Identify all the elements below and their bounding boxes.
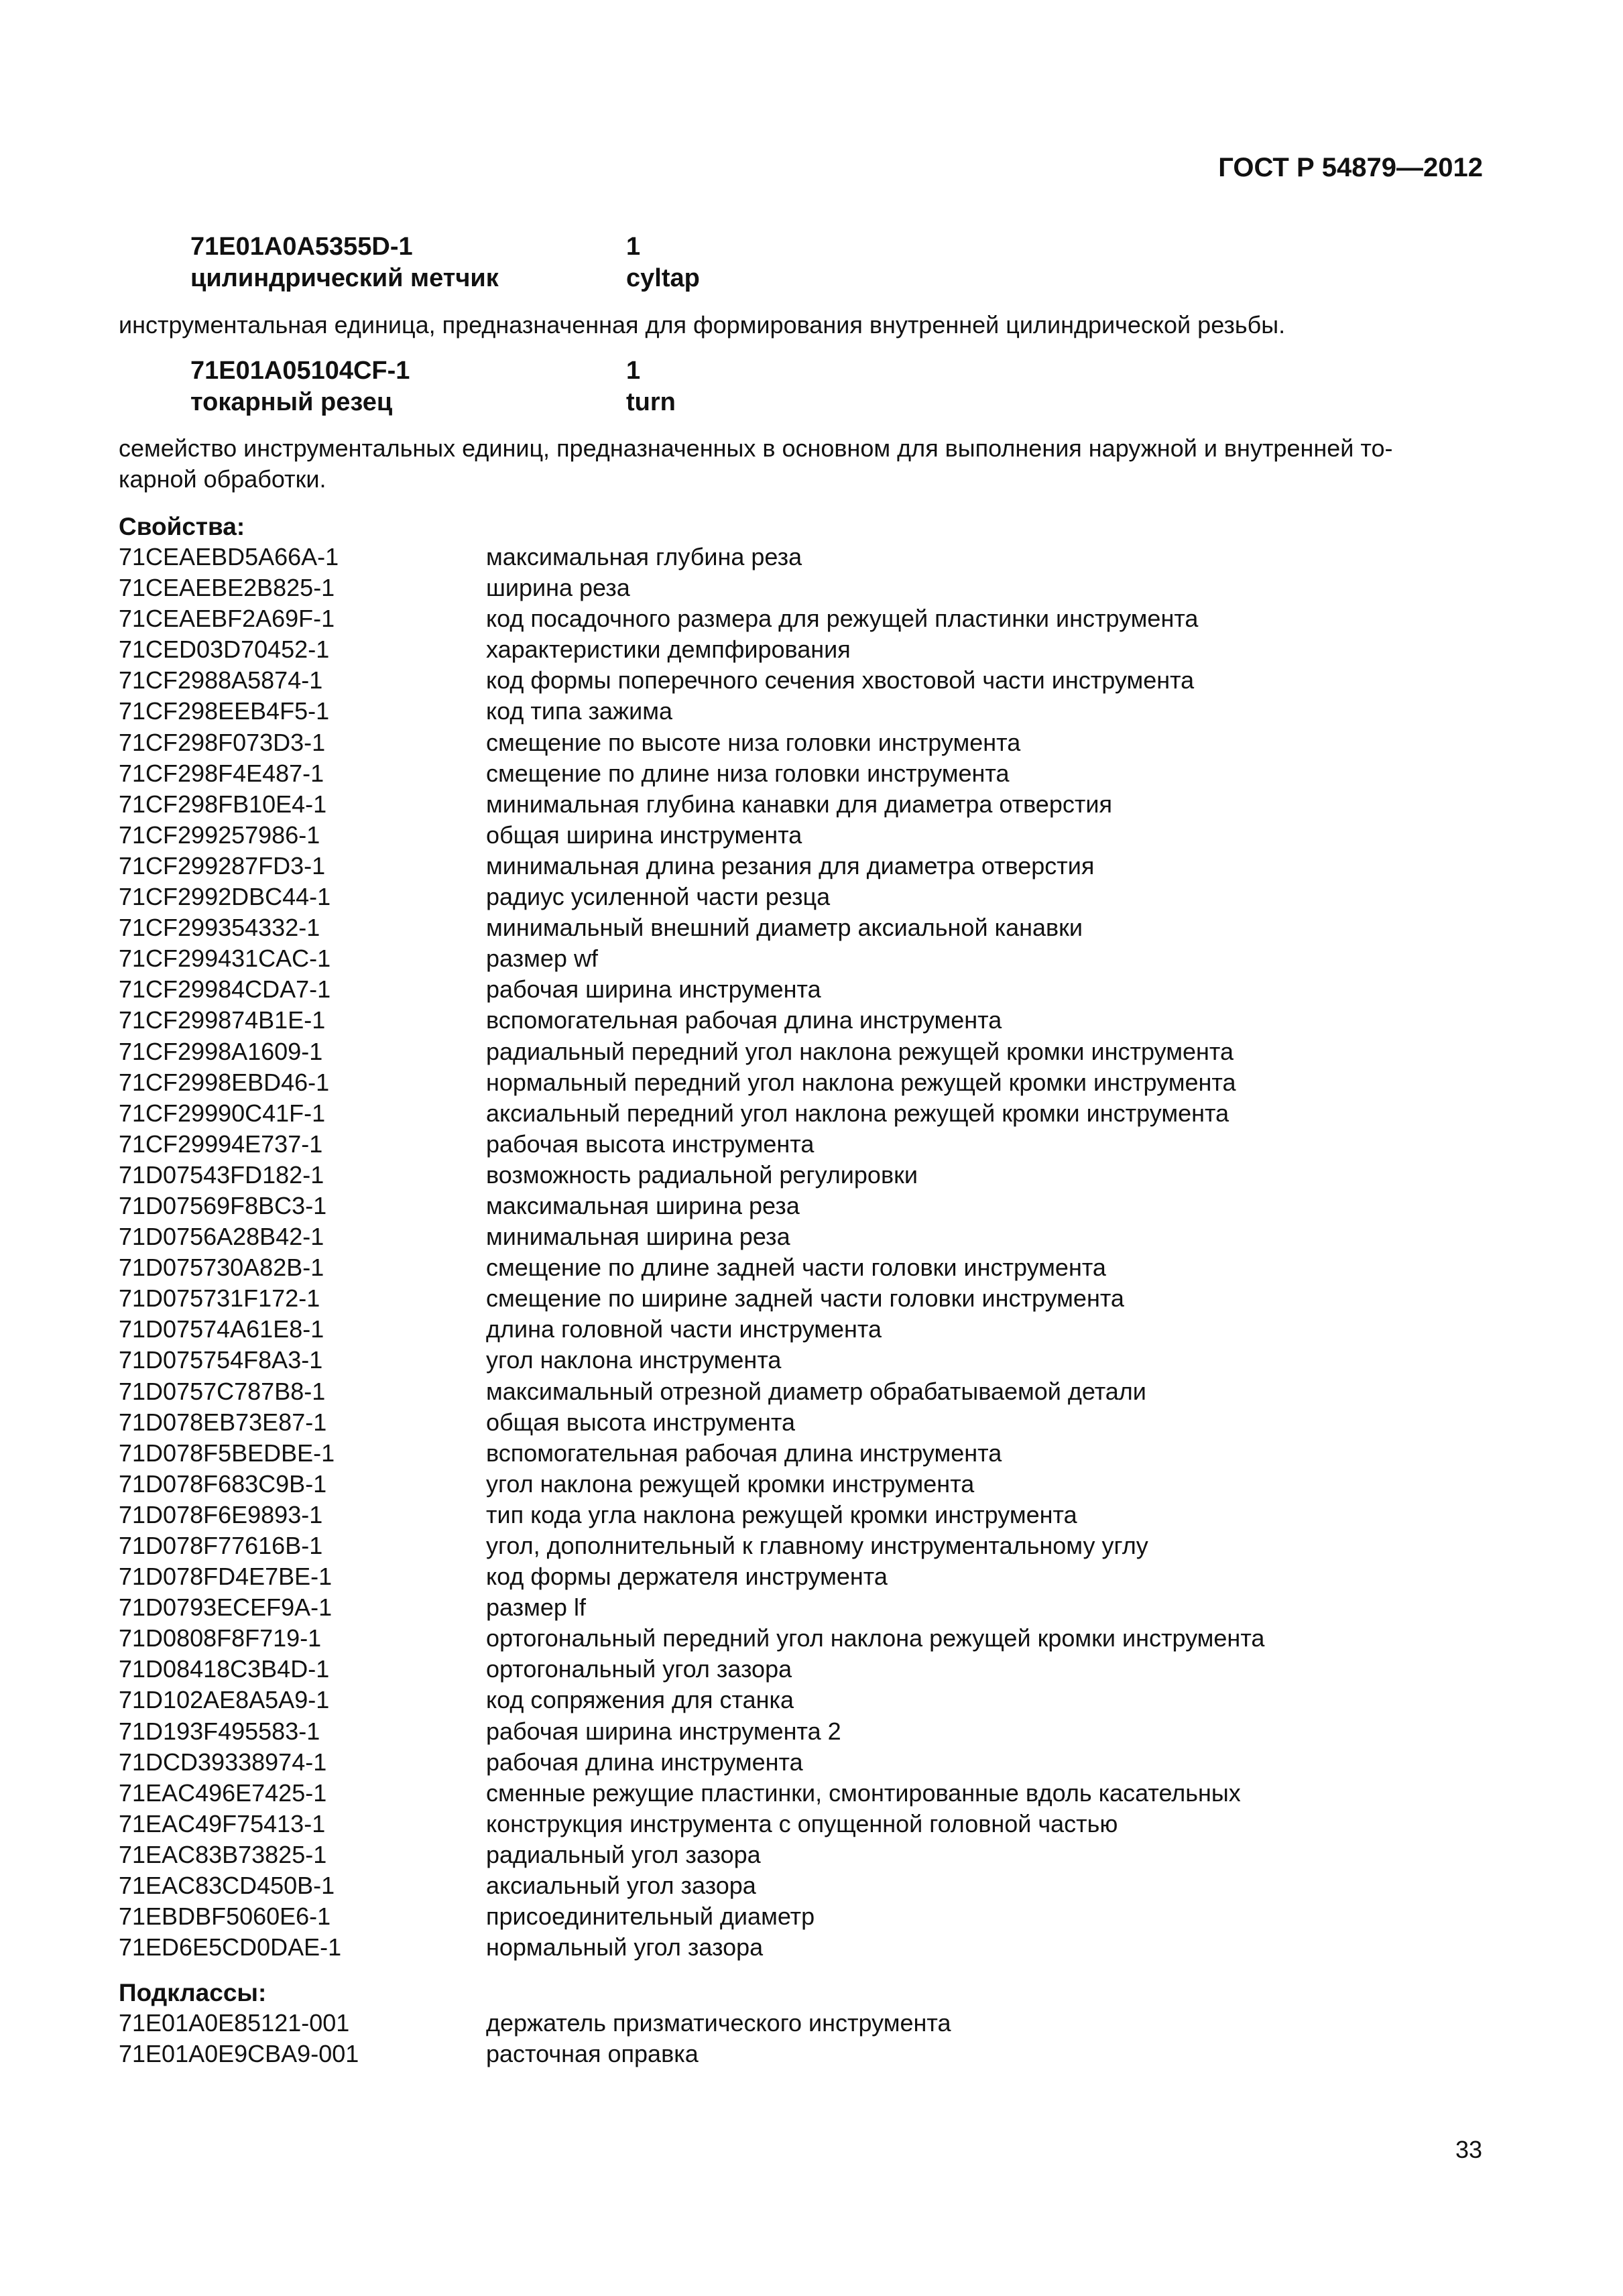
property-row-id: 71D078FD4E7BE-1 [119,1563,333,1591]
property-row [119,634,1264,665]
property-row [119,1839,1264,1870]
property-row-id: 71CF29990C41F-1 [119,1099,326,1127]
property-row [119,1716,1264,1747]
properties-list [119,542,1264,1963]
property-row-name: размер wf [486,945,598,973]
property-row-name: конструкция инструмента с опущенной головной частью [486,1809,1118,1837]
subclasses-heading: Подклассы: [119,1979,267,2006]
property-row [119,1283,1264,1314]
entry-version: 1 [626,233,641,261]
property-row [119,572,1264,603]
property-row-name: код формы держателя инструмента [486,1563,888,1591]
property-row [119,1252,1264,1283]
property-row-name: рабочая высота инструмента [486,1130,815,1158]
property-row-name: радиальный передний угол наклона режущей кромки инструмента [486,1037,1234,1065]
property-row [119,1530,1264,1561]
subclass-row-name: расточная оправка [486,2040,699,2068]
property-row-id: 71CF29994E737-1 [119,1130,323,1158]
property-row-id: 71D07569F8BC3-1 [119,1191,327,1219]
subclass-row-name: держатель призматического инструмента [486,2009,951,2037]
property-row-id: 71D078F77616B-1 [119,1532,323,1559]
property-row-id: 71D102AE8A5A9-1 [119,1686,330,1714]
property-row-name: возможность радиальной регулировки [486,1160,918,1189]
property-row-name: минимальная глубина канавки для диаметра отверстия [486,790,1112,818]
property-row-name: ширина реза [486,574,630,602]
property-row [119,820,1264,851]
property-row-name: тип кода угла наклона режущей кромки инструмента [486,1500,1077,1528]
property-row-name: код типа зажима [486,697,672,725]
property-row [119,727,1264,758]
property-row-name: смещение по длине низа головки инструмента [486,759,1010,787]
property-row-id: 71CEAEBF2A69F-1 [119,605,335,633]
property-row-id: 71D07543FD182-1 [119,1160,324,1189]
property-row-name: аксиальный угол зазора [486,1872,756,1900]
property-row-name: угол наклона инструмента [486,1346,782,1374]
property-row [119,1221,1264,1252]
property-row-name: ортогональный угол зазора [486,1655,792,1683]
property-row [119,1191,1264,1221]
property-row-name: вспомогательная рабочая длина инструмента [486,1006,1002,1034]
property-row-id: 71CEAEBD5A66A-1 [119,543,339,570]
property-row [119,1314,1264,1345]
page-number: 33 [1455,2136,1482,2163]
property-row-id: 71CF298FB10E4-1 [119,790,327,818]
property-row [119,1500,1264,1530]
property-row-id: 71D07574A61E8-1 [119,1315,324,1343]
property-row-name: смещение по длине задней части головки инструмента [486,1254,1106,1282]
property-row-name: вспомогательная рабочая длина инструмента [486,1439,1002,1467]
property-row-name: нормальный угол зазора [486,1933,764,1961]
property-row-id: 71CED03D70452-1 [119,636,330,664]
property-row-id: 71CEAEBE2B825-1 [119,574,335,602]
property-row-id: 71D078F683C9B-1 [119,1469,327,1498]
property-row-name: радиальный угол зазора [486,1840,761,1868]
property-row [119,696,1264,727]
entry-name-ru: цилиндрический метчик [190,264,499,292]
property-row [119,1129,1264,1160]
property-row-id: 71D08418C3B4D-1 [119,1655,330,1683]
property-row-name: рабочая длина инструмента [486,1748,803,1776]
property-row-name: характеристики демпфирования [486,636,851,664]
entry-cyltap [190,231,700,294]
property-row [119,1809,1264,1839]
property-row [119,1469,1264,1500]
subclass-row [119,2039,951,2069]
property-row-name: угол наклона режущей кромки инструмента [486,1469,975,1498]
definition-line: семейство инструментальных единиц, предназначенных в основном для выполнения наружной и внутренней то- [119,434,1393,462]
property-row-id: 71CF298F073D3-1 [119,728,326,756]
property-row-id: 71CF2988A5874-1 [119,666,323,694]
property-row-id: 71CF2992DBC44-1 [119,883,331,911]
entry-turn [190,355,676,418]
entry-definition: инструментальная единица, предназначенная для формирования внутренней цилиндрической резьбы. [119,311,1286,339]
entry-id: 71E01A0A5355D-1 [190,233,413,261]
property-row-name: максимальная ширина реза [486,1191,800,1219]
property-row-id: 71CF298F4E487-1 [119,759,324,787]
property-row-name: минимальный внешний диаметр аксиальной канавки [486,914,1083,942]
property-row [119,1623,1264,1654]
property-row [119,1438,1264,1469]
property-row-name: размер lf [486,1593,586,1622]
property-row-name: ортогональный передний угол наклона режущей кромки инструмента [486,1624,1265,1652]
definition-line: карной обработки. [119,465,326,493]
property-row [119,1870,1264,1901]
property-row-id: 71CF299287FD3-1 [119,851,326,880]
property-row-id: 71EBDBF5060E6-1 [119,1902,331,1931]
property-row-id: 71EAC83CD450B-1 [119,1872,335,1900]
property-row [119,1592,1264,1623]
property-row-id: 71D075730A82B-1 [119,1254,324,1282]
property-row-id: 71D075731F172-1 [119,1284,320,1313]
property-row-id: 71D0757C787B8-1 [119,1377,326,1405]
property-row-name: длина головной части инструмента [486,1315,882,1343]
property-row [119,603,1264,634]
property-row-id: 71D0793ECEF9A-1 [119,1593,333,1622]
property-row-id: 71EAC49F75413-1 [119,1809,326,1837]
property-row-name: угол, дополнительный к главному инструментальному углу [486,1532,1148,1559]
property-row-name: рабочая ширина инструмента 2 [486,1717,841,1745]
property-row-id: 71EAC83B73825-1 [119,1840,327,1868]
property-row [119,1407,1264,1438]
entry-name-en: cyltap [626,264,700,292]
property-row [119,542,1264,572]
property-row-id: 71DCD39338974-1 [119,1748,327,1776]
property-row-id: 71CF299257986-1 [119,821,320,849]
property-row [119,758,1264,789]
entry-version: 1 [626,357,641,385]
property-row [119,1561,1264,1592]
property-row [119,665,1264,696]
property-row-name: максимальная глубина реза [486,543,802,570]
property-row [119,1932,1264,1963]
document-header: ГОСТ Р 54879—2012 [1218,153,1483,182]
property-row [119,1160,1264,1191]
property-row-id: 71D0808F8F719-1 [119,1624,322,1652]
property-row [119,1067,1264,1098]
entry-name-en: turn [626,388,676,416]
property-row-id: 71D193F495583-1 [119,1717,320,1745]
property-row [119,943,1264,974]
entry-name-ru: токарный резец [190,388,393,416]
property-row-id: 71CF299354332-1 [119,914,320,942]
property-row [119,1098,1264,1129]
property-row [119,1376,1264,1407]
property-row-id: 71CF2998A1609-1 [119,1037,323,1065]
property-row [119,1747,1264,1778]
property-row [119,851,1264,882]
property-row-name: минимальная ширина реза [486,1223,790,1251]
property-row [119,1005,1264,1036]
property-row [119,882,1264,912]
property-row-name: код сопряжения для станка [486,1686,794,1714]
property-row-name: общая высота инструмента [486,1408,795,1436]
subclass-row-id: 71E01A0E85121-001 [119,2009,350,2037]
property-row-name: общая ширина инструмента [486,821,802,849]
property-row [119,1778,1264,1809]
properties-heading: Свойства: [119,513,245,540]
subclasses-list [119,2008,951,2069]
subclass-row-id: 71E01A0E9CBA9-001 [119,2040,359,2068]
entry-id: 71E01A05104CF-1 [190,357,410,385]
property-row-id: 71CF29984CDA7-1 [119,975,331,1004]
property-row-name: код формы поперечного сечения хвостовой части инструмента [486,666,1195,694]
property-row-name: аксиальный передний угол наклона режущей кромки инструмента [486,1099,1229,1127]
property-row [119,789,1264,820]
property-row [119,974,1264,1005]
property-row [119,1345,1264,1376]
property-row-id: 71CF299874B1E-1 [119,1006,326,1034]
property-row-name: смещение по высоте низа головки инструмента [486,728,1021,756]
property-row [119,912,1264,943]
property-row-id: 71D078F6E9893-1 [119,1500,323,1528]
property-row-id: 71ED6E5CD0DAE-1 [119,1933,342,1961]
property-row-name: радиус усиленной части резца [486,883,831,911]
property-row-name: максимальный отрезной диаметр обрабатываемой детали [486,1377,1146,1405]
property-row-id: 71D075754F8A3-1 [119,1346,323,1374]
property-row [119,1036,1264,1067]
property-row-id: 71CF2998EBD46-1 [119,1068,330,1096]
property-row-id: 71D078F5BEDBE-1 [119,1439,335,1467]
property-row-name: код посадочного размера для режущей пластинки инструмента [486,605,1199,633]
subclass-row [119,2008,951,2039]
property-row-name: минимальная длина резания для диаметра отверстия [486,851,1095,880]
property-row-name: нормальный передний угол наклона режущей кромки инструмента [486,1068,1236,1096]
property-row-id: 71D0756A28B42-1 [119,1223,324,1251]
property-row-id: 71CF299431CAC-1 [119,945,331,973]
property-row [119,1654,1264,1685]
property-row-id: 71D078EB73E87-1 [119,1408,327,1436]
property-row-name: сменные режущие пластинки, смонтированные вдоль касательных [486,1778,1241,1807]
property-row-name: присоединительный диаметр [486,1902,815,1931]
property-row-name: смещение по ширине задней части головки инструмента [486,1284,1124,1313]
property-row [119,1685,1264,1715]
property-row-id: 71CF298EEB4F5-1 [119,697,330,725]
entry-definition [119,433,1483,495]
property-row-id: 71EAC496E7425-1 [119,1778,327,1807]
property-row-name: рабочая ширина инструмента [486,975,821,1004]
property-row [119,1901,1264,1932]
